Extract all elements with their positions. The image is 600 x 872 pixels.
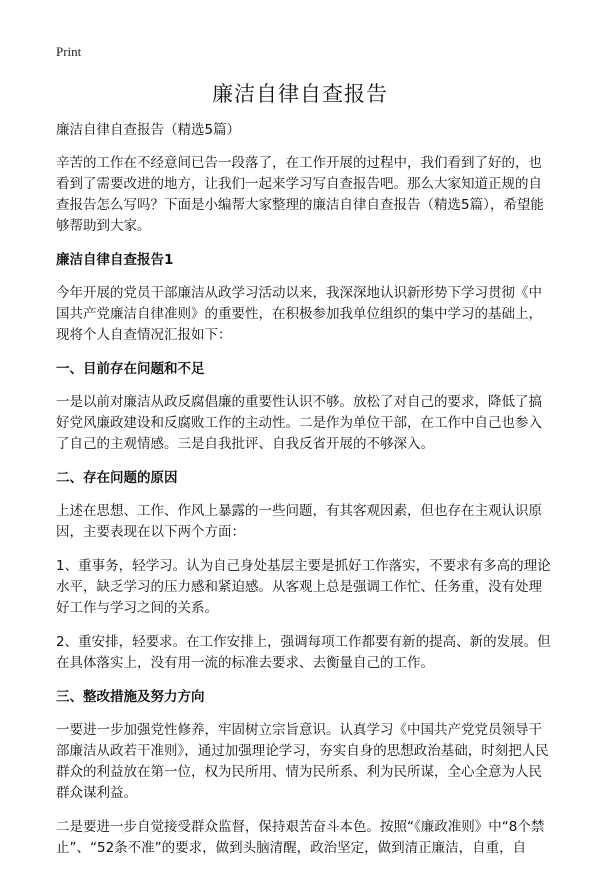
section-3-paragraph-1: 一要进一步加强党性修养，牢固树立宗旨意识。认真学习《中国共产党党员领导干部廉洁从政若干准则》，通过加强理论学习，夯实自身的思想政治基础，时刻把人民群众的利益放在第一位，权为民所用、情为民所系、利为民所谋，全心全意为人民群众谋利益。 <box>56 722 549 801</box>
section-2-paragraph-1: 上述在思想、工作、作风上暴露的一些问题，有其客观因素，但也存在主观认识原因，主要表现在以下两个方面： <box>56 503 542 540</box>
section-heading-2: 二、存在问题的原因 <box>56 470 178 486</box>
section-2-paragraph-3: 2、重安排，轻要求。在工作安排上，强调每项工作都要有新的提高、新的发展。但在具体落实上，没有用一流的标准去要求、去衡量自己的工作。 <box>56 634 551 671</box>
section-heading-3: 三、整改措施及努力方向 <box>56 689 205 705</box>
section-3-paragraph-2: 二是要进一步自觉接受群众监督，保持艰苦奋斗本色。按照“《廉政准则》中“8个禁止”、“52条不准”的要求，做到头脑清醒，政治坚定，做到清正廉洁，自重，自 <box>56 819 545 856</box>
document-body <box>56 120 551 872</box>
intro-paragraph: 辛苦的工作在不经意间已告一段落了，在工作开展的过程中，我们看到了好的，也看到了需要改进的地方，让我们一起来学习写自查报告吧。那么大家知道正规的自查报告怎么写吗？下面是小编帮大家整理的廉洁自律自查报告（精选5篇），希望能够帮助到大家。 <box>56 155 544 234</box>
report-heading: 廉洁自律自查报告1 <box>56 252 174 268</box>
section-2-paragraph-2: 1、重事务，轻学习。认为自己身处基层主要是抓好工作落实，不要求有多高的理论水平，缺乏学习的压力感和紧迫感。从客观上总是强调工作忙、任务重，没有处理好工作与学习之间的关系。 <box>56 558 551 616</box>
section-1-paragraph-1: 一是以前对廉洁从政反腐倡廉的重要性认识不够。放松了对自己的要求，降低了搞好党风廉政建设和反腐败工作的主动性。二是作为单位干部，在工作中自己也参入了自己的主观情感。三是自我批评、自我反省开展的不够深入。 <box>56 394 542 452</box>
report-intro-paragraph: 今年开展的党员干部廉洁从政学习活动以来，我深深地认识新形势下学习贯彻《中国共产党廉洁自律准则》的重要性，在积极参加我单位组织的集中学习的基础上，现将个人自查情况汇报如下： <box>56 285 542 343</box>
document-title: 廉洁自律自查报告 <box>212 82 388 106</box>
document-subtitle: 廉洁自律自查报告（精选5篇） <box>56 122 241 138</box>
print-link[interactable]: Print <box>56 44 82 59</box>
section-heading-1: 一、目前存在问题和不足 <box>56 361 205 377</box>
